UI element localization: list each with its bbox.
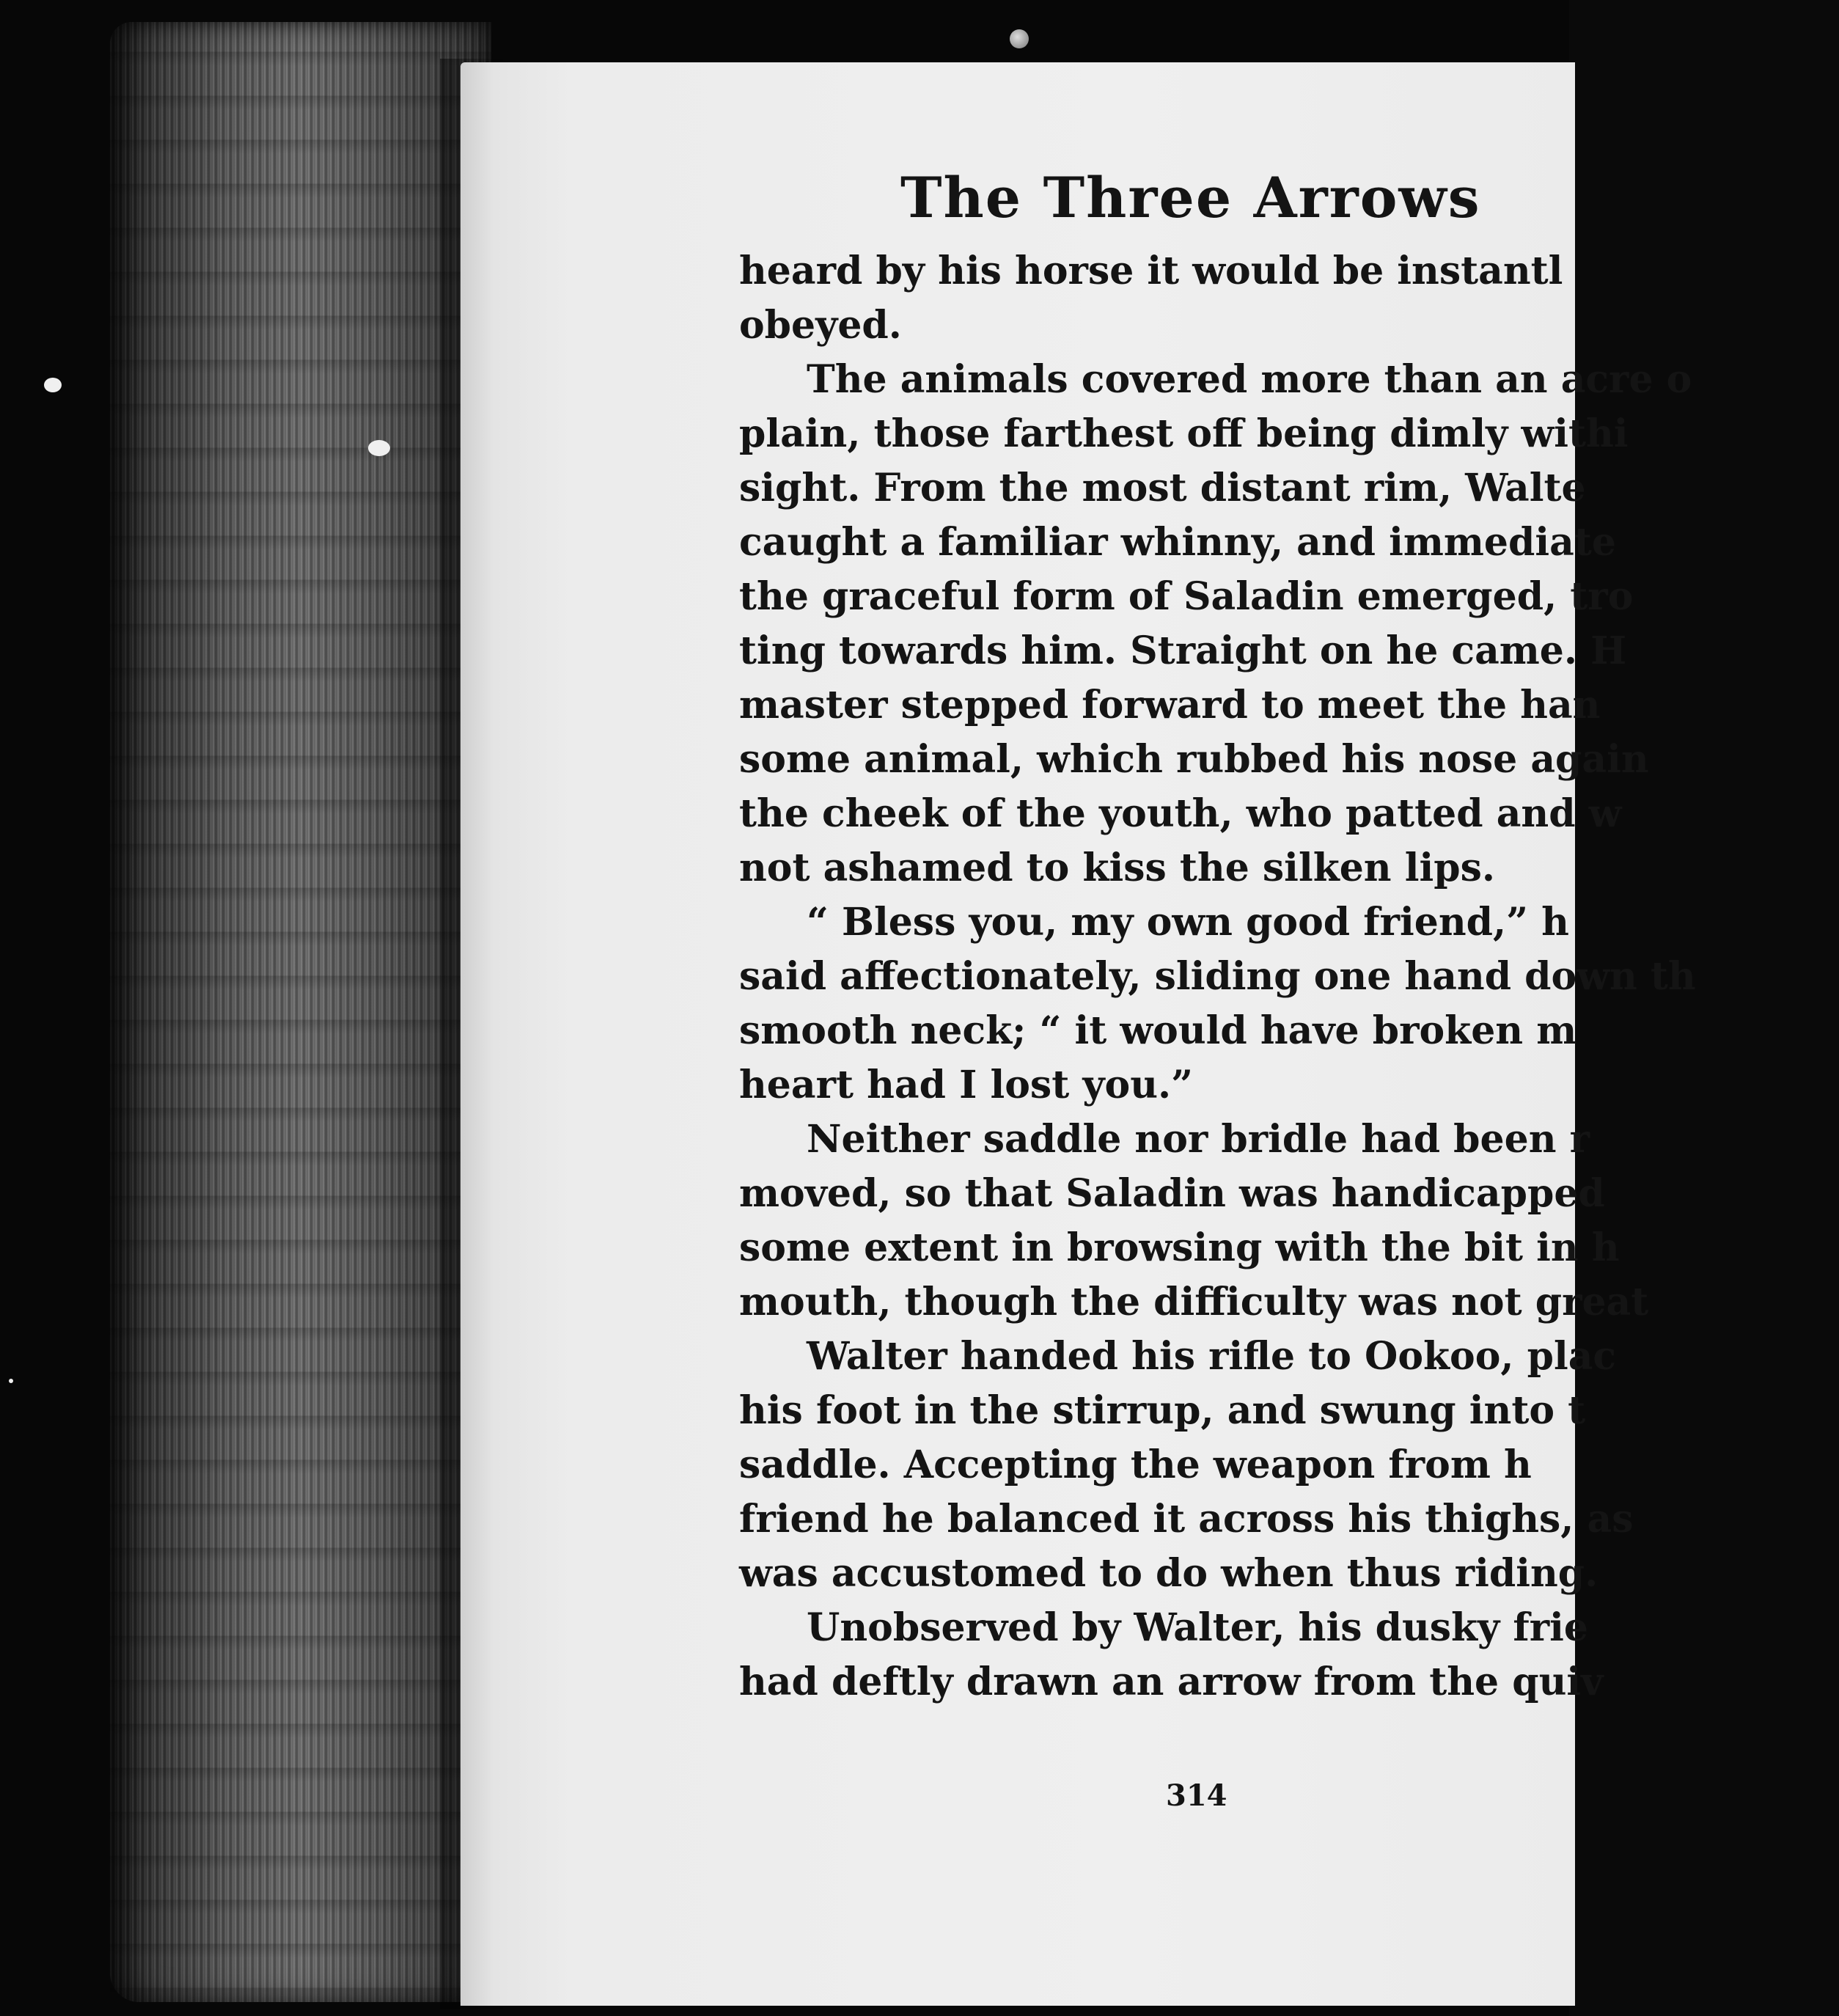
text-line: was accustomed to do when thus riding. [739,1551,1598,1596]
text-line: saddle. Accepting the weapon from h [739,1443,1532,1487]
text-line: obeyed. [739,303,902,348]
text-line: Unobserved by Walter, his dusky frie [807,1605,1588,1650]
text-line: mouth, though the difficulty was not great [739,1280,1649,1324]
scanner-clip-icon [1010,29,1029,48]
running-title: The Three Arrows [900,165,1481,230]
book-page [460,62,1696,2006]
page-number: 314 [1166,1778,1227,1813]
text-line: smooth neck; “ it would have broken m [739,1008,1577,1053]
text-line: had deftly drawn an arrow from the quiv [739,1660,1604,1704]
text-line: sight. From the most distant rim, Walte [739,466,1586,510]
text-line: ting towards him. Straight on he came. H [739,628,1627,673]
text-line: master stepped forward to meet the han [739,683,1601,727]
text-line: some animal, which rubbed his nose again [739,737,1649,782]
page-content [460,62,1696,2006]
dust-speck [9,1379,13,1383]
text-line: Neither saddle nor bridle had been r [807,1117,1590,1162]
text-line: The animals covered more than an acre o [807,357,1692,402]
dust-speck [44,378,62,392]
text-line: heart had I lost you.” [739,1063,1194,1107]
text-line: caught a familiar whinny, and immediate [739,520,1616,565]
text-line: not ashamed to kiss the silken lips. [739,846,1495,890]
text-line: the cheek of the youth, who patted and w [739,791,1622,836]
text-line: the graceful form of Saladin emerged, tro [739,574,1634,619]
text-line: friend he balanced it across his thighs, as [739,1497,1634,1542]
body-text [739,244,1839,1709]
dust-speck [368,440,390,456]
text-line: “ Bless you, my own good friend,” h [807,900,1569,945]
book-fore-edge [110,22,491,2002]
text-line: Walter handed his rifle to Ookoo, plac [807,1334,1617,1379]
text-line: moved, so that Saladin was handicapped [739,1171,1605,1216]
text-line: plain, those farthest off being dimly withi [739,411,1629,456]
text-line: some extent in browsing with the bit in h [739,1225,1620,1270]
text-line: heard by his horse it would be instantl [739,249,1563,293]
text-line: his foot in the stirrup, and swung into t [739,1388,1586,1433]
text-line: said affectionately, sliding one hand down th [739,954,1696,999]
